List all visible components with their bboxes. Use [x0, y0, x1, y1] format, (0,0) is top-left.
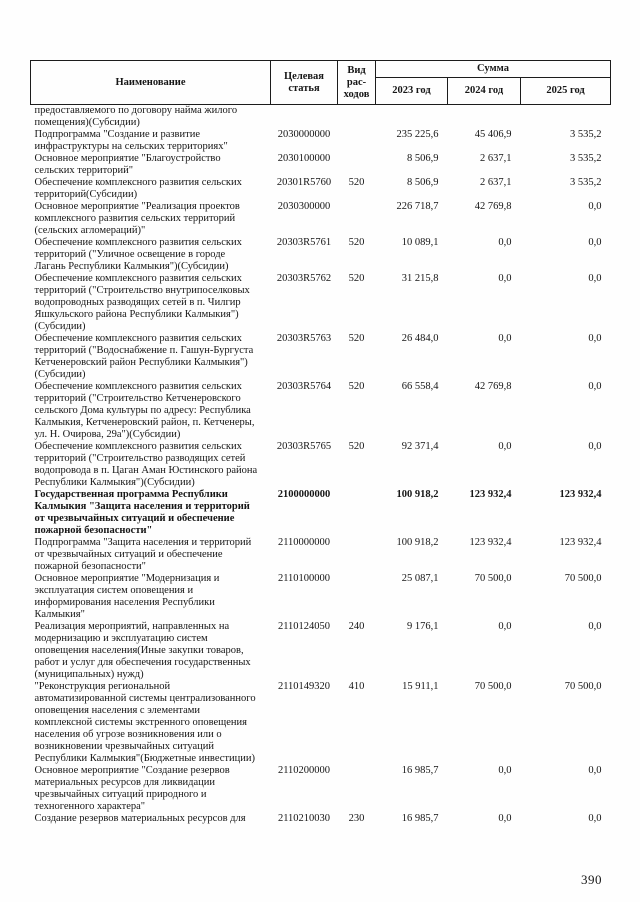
amount-2024-cell: 45 406,9	[474, 129, 512, 140]
amount-2023-cell: 100 918,2	[396, 489, 439, 500]
expense-type-cell	[338, 765, 376, 813]
expense-type-cell: 240	[348, 621, 365, 632]
table-row	[31, 177, 611, 201]
table-header	[31, 61, 611, 105]
amount-2025-cell: 3 535,2	[570, 153, 602, 164]
expense-type-cell: 410	[348, 681, 365, 692]
expense-type-cell	[338, 105, 376, 130]
name-cell: Государственная программа Республики Калмыкия "Защита населения и территорий от чрезвычайных ситуаций и обеспечение пожарной безопасности"	[34, 489, 250, 536]
amount-2024-cell: 0,0	[498, 237, 512, 248]
table-row	[31, 201, 611, 237]
amount-2023-cell: 100 918,2	[396, 537, 439, 548]
amount-2024-cell: 0,0	[498, 441, 512, 452]
target-article-cell: 2110200000	[277, 765, 331, 776]
amount-2023-cell: 235 225,6	[396, 129, 439, 140]
table-row	[31, 537, 611, 573]
table-row	[31, 153, 611, 177]
target-article-cell: 2030300000	[277, 201, 331, 212]
header-expense-type: Вид рас-ходов	[338, 61, 376, 105]
target-article-cell: 20303R5763	[276, 333, 332, 344]
target-article-cell: 2110100000	[277, 573, 331, 584]
expense-type-cell: 520	[348, 273, 365, 284]
expense-type-cell: 520	[348, 177, 365, 188]
target-article-cell: 20303R5765	[276, 441, 332, 452]
amount-2023-cell: 66 558,4	[401, 381, 439, 392]
amount-2024-cell: 0,0	[498, 621, 512, 632]
amount-2024-cell: 70 500,0	[474, 681, 512, 692]
target-article-cell: 2030100000	[277, 153, 331, 164]
amount-2025-cell: 3 535,2	[570, 129, 602, 140]
amount-2025-cell: 0,0	[588, 441, 602, 452]
table-row	[31, 129, 611, 153]
table-row	[31, 381, 611, 441]
amount-2025-cell	[521, 105, 611, 130]
amount-2024-cell: 2 637,1	[480, 153, 512, 164]
amount-2024-cell: 42 769,8	[474, 201, 512, 212]
header-sum: Сумма	[376, 61, 611, 78]
amount-2025-cell: 3 535,2	[570, 177, 602, 188]
name-cell: "Реконструкция региональной автоматизированной системы централизованного оповещения населения с элементами комплексной системы экстренного оповещения населения об угрозе возникновения или о возникновении чрезвычайных ситуаций Республики Калмыкия"(Бюджетные инвестиции)	[34, 681, 256, 764]
amount-2025-cell: 0,0	[588, 201, 602, 212]
expense-type-cell	[338, 537, 376, 573]
amount-2024-cell: 123 932,4	[469, 537, 512, 548]
expense-type-cell	[338, 489, 376, 537]
table-row	[31, 333, 611, 381]
header-name: Наименование	[31, 61, 271, 105]
name-cell: Обеспечение комплексного развития сельских территорий ("Уличное освещение в городе Лагань Республики Калмыкия")(Субсидии)	[34, 237, 242, 272]
table-body	[31, 105, 611, 826]
amount-2024-cell: 0,0	[498, 813, 512, 824]
amount-2025-cell: 0,0	[588, 273, 602, 284]
name-cell: Основное мероприятие "Создание резервов материальных ресурсов для ликвидации чрезвычайных ситуаций природного и техногенного характера"	[34, 765, 230, 812]
amount-2023-cell: 9 176,1	[407, 621, 439, 632]
expense-type-cell	[338, 153, 376, 177]
amount-2024-cell: 70 500,0	[474, 573, 512, 584]
table-row-program-total	[31, 489, 611, 537]
header-year-2023: 2023 год	[376, 78, 448, 105]
name-cell: Подпрограмма "Защита населения и территорий от чрезвычайных ситуаций и обеспечение пожарной безопасности"	[34, 537, 252, 572]
expense-type-cell	[338, 129, 376, 153]
amount-2025-cell: 70 500,0	[564, 573, 602, 584]
amount-2023-cell: 92 371,4	[401, 441, 439, 452]
name-cell: Основное мероприятие "Реализация проектов комплексного развития сельских территорий (сельских агломераций)"	[34, 201, 240, 236]
header-year-2025: 2025 год	[521, 78, 611, 105]
amount-2023-cell: 16 985,7	[401, 813, 439, 824]
target-article-cell: 20301R5760	[276, 177, 332, 188]
budget-table	[30, 60, 611, 825]
amount-2023-cell: 15 911,1	[402, 681, 439, 692]
target-article-cell: 20303R5761	[276, 237, 332, 248]
target-article-cell: 2110124050	[277, 621, 331, 632]
amount-2023-cell: 8 506,9	[407, 153, 439, 164]
name-cell: Обеспечение комплексного развития сельских территорий ("Строительство Кетченеровского сельского Дома культуры по адресу: Республика Калмыкия, Кетченеровский район, п. Кетченеры, ул. Н. Очирова, 29а")(Субсидии)	[34, 381, 255, 440]
name-cell: Обеспечение комплексного развития сельских территорий ("Строительство разводящих сетей водопровода в п. Цаган Аман Юстинского района Республики Калмыкия")(Субсидии)	[34, 441, 258, 488]
header-target-article: Целевая статья	[271, 61, 338, 105]
amount-2025-cell: 0,0	[588, 381, 602, 392]
name-cell: Обеспечение комплексного развития сельских территорий(Субсидии)	[34, 177, 242, 200]
amount-2025-cell: 123 932,4	[559, 537, 602, 548]
expense-type-cell: 520	[348, 381, 365, 392]
table-row	[31, 573, 611, 621]
name-cell: Основное мероприятие "Модернизация и эксплуатация систем оповещения и информирования населения Республики Калмыкия"	[34, 573, 220, 620]
name-cell: Подпрограмма "Создание и развитие инфраструктуры на сельских территориях"	[34, 129, 228, 152]
table-row	[31, 681, 611, 765]
amount-2023-cell: 25 087,1	[401, 573, 439, 584]
target-article-cell	[271, 105, 338, 130]
amount-2024-cell: 42 769,8	[474, 381, 512, 392]
table-row	[31, 765, 611, 813]
target-article-cell: 20303R5764	[276, 381, 332, 392]
amount-2023-cell: 226 718,7	[396, 201, 439, 212]
amount-2023-cell: 16 985,7	[401, 765, 439, 776]
amount-2025-cell: 70 500,0	[564, 681, 602, 692]
name-cell: Основное мероприятие "Благоустройство сельских территорий"	[34, 153, 221, 176]
amount-2024-cell: 0,0	[498, 333, 512, 344]
amount-2025-cell: 0,0	[588, 813, 602, 824]
target-article-cell: 2030000000	[277, 129, 331, 140]
amount-2024-cell	[448, 105, 521, 130]
amount-2023-cell: 26 484,0	[401, 333, 439, 344]
target-article-cell: 2110000000	[277, 537, 331, 548]
target-article-cell: 20303R5762	[276, 273, 332, 284]
amount-2025-cell: 0,0	[588, 765, 602, 776]
amount-2023-cell: 10 089,1	[401, 237, 439, 248]
name-cell: Реализация мероприятий, направленных на модернизацию и эксплуатацию систем оповещения населения(Иные закупки товаров, работ и услуг для обеспечения государственных (муниципальных) нужд)	[34, 621, 251, 680]
page-number: 390	[581, 872, 602, 887]
amount-2023-cell: 31 215,8	[401, 273, 439, 284]
name-cell: Создание резервов материальных ресурсов для	[34, 813, 246, 824]
amount-2024-cell: 123 932,4	[469, 489, 512, 500]
amount-2024-cell: 0,0	[498, 765, 512, 776]
amount-2024-cell: 0,0	[498, 273, 512, 284]
expense-type-cell: 520	[348, 441, 365, 452]
name-cell: Обеспечение комплексного развития сельских территорий ("Строительство внутрипоселковых водопроводных разводящих сетей в п. Чилгир Яшкульского района Республики Калмыкия")(Субсидии)	[34, 273, 250, 332]
expense-type-cell: 520	[348, 333, 365, 344]
amount-2025-cell: 0,0	[588, 621, 602, 632]
table-row	[31, 105, 611, 130]
table-row	[31, 273, 611, 333]
expense-type-cell: 230	[348, 813, 365, 824]
amount-2023-cell: 8 506,9	[407, 177, 439, 188]
table-row	[31, 441, 611, 489]
target-article-cell: 2100000000	[277, 489, 331, 500]
target-article-cell: 2110210030	[277, 813, 331, 824]
amount-2025-cell: 0,0	[588, 237, 602, 248]
table-row	[31, 621, 611, 681]
expense-type-cell	[338, 201, 376, 237]
expense-type-cell: 520	[348, 237, 365, 248]
table-row	[31, 237, 611, 273]
amount-2023-cell	[376, 105, 448, 130]
table-row	[31, 813, 611, 825]
amount-2024-cell: 2 637,1	[480, 177, 512, 188]
amount-2025-cell: 123 932,4	[559, 489, 602, 500]
name-cell: Обеспечение комплексного развития сельских территорий ("Водоснабжение п. Гашун-Бургуста Кетченеровский район Республики Калмыкия")(Субсидии)	[34, 333, 254, 380]
amount-2025-cell: 0,0	[588, 333, 602, 344]
expense-type-cell	[338, 573, 376, 621]
name-cell: предоставляемого по договору найма жилого помещения)(Субсидии)	[34, 105, 238, 128]
header-year-2024: 2024 год	[448, 78, 521, 105]
target-article-cell: 2110149320	[277, 681, 331, 692]
